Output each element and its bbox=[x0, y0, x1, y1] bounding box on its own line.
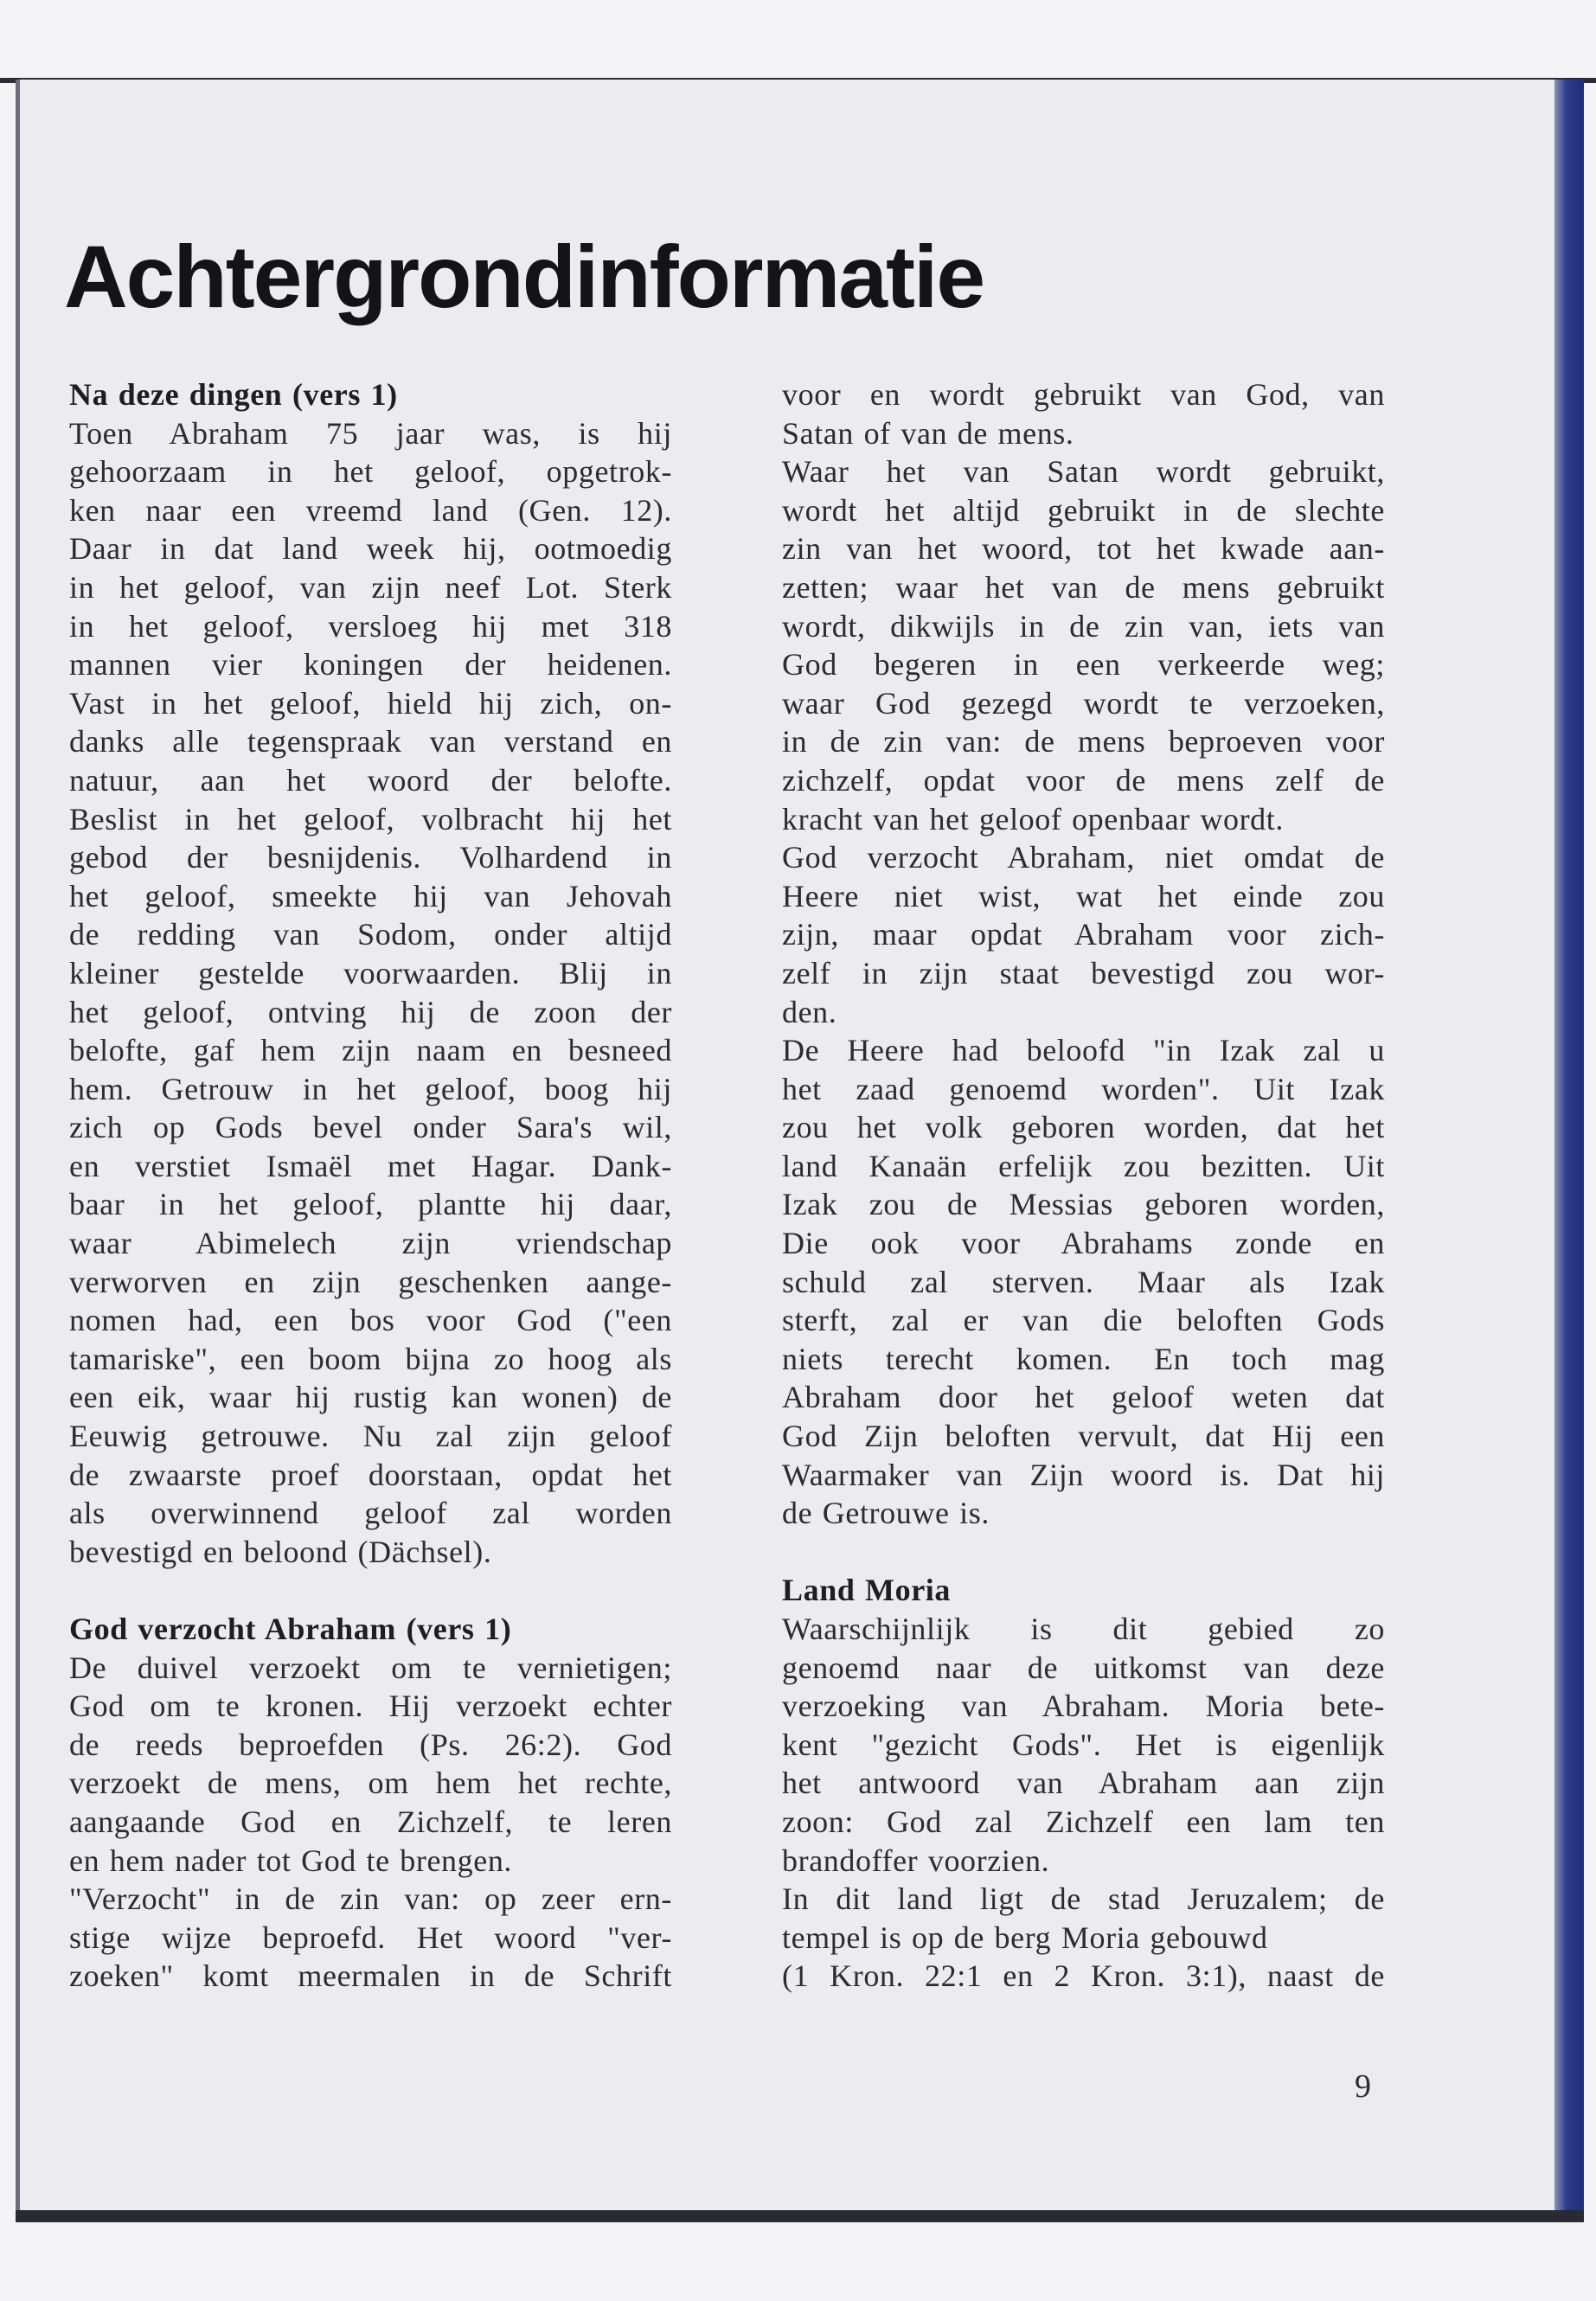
text-line: verzoeking van Abraham. Moria bete- bbox=[782, 1689, 1385, 1724]
text-line: de redding van Sodom, onder altijd bbox=[69, 917, 672, 952]
book-cover-edge bbox=[1554, 80, 1584, 2216]
text-line: Daar in dat land week hij, ootmoedig bbox=[69, 531, 672, 567]
text-line: in het geloof, van zijn neef Lot. Sterk bbox=[69, 569, 672, 605]
text-line: als overwinnend geloof zal worden bbox=[69, 1496, 672, 1531]
text-line: baar in het geloof, plantte hij daar, bbox=[69, 1187, 672, 1222]
text-line: "Verzocht" in de zin van: op zeer ern- bbox=[69, 1881, 672, 1917]
text-line: aangaande God en Zichzelf, te leren bbox=[69, 1804, 672, 1839]
right-column bbox=[782, 375, 1385, 1996]
text-line: God om te kronen. Hij verzoekt echter bbox=[69, 1689, 672, 1724]
text-line: natuur, aan het woord der belofte. bbox=[69, 762, 672, 798]
text-line: sterft, zal er van die beloften Gods bbox=[782, 1303, 1385, 1338]
text-line: wordt het altijd gebruikt in de slechte bbox=[782, 492, 1385, 528]
text-line: gebod der besnijdenis. Volhardend in bbox=[69, 840, 672, 875]
text-line: kent "gezicht Gods". Het is eigenlijk bbox=[782, 1727, 1385, 1762]
text-line: zelf in zijn staat bevestigd zou wor- bbox=[782, 955, 1385, 990]
text-line: genoemd naar de uitkomst van deze bbox=[782, 1650, 1385, 1685]
blank-line bbox=[782, 1533, 1385, 1572]
text-line: de Getrouwe is. bbox=[782, 1496, 990, 1531]
text-line: De duivel verzoekt om te vernietigen; bbox=[69, 1650, 672, 1685]
section-heading: God verzocht Abraham (vers 1) bbox=[69, 1612, 512, 1646]
scan-bottom-border bbox=[16, 2210, 1584, 2222]
text-line: het geloof, ontving hij de zoon der bbox=[69, 994, 672, 1029]
text-line: God Zijn beloften vervult, dat Hij een bbox=[782, 1419, 1385, 1454]
text-line: verworven en zijn geschenken aange- bbox=[69, 1264, 672, 1299]
text-line: Heere niet wist, wat het einde zou bbox=[782, 878, 1385, 913]
text-line: Waarmaker van Zijn woord is. Dat hij bbox=[782, 1457, 1385, 1492]
left-column bbox=[69, 375, 672, 1996]
text-line: kleiner gestelde voorwaarden. Blij in bbox=[69, 955, 672, 990]
text-line: bevestigd en beloond (Dächsel). bbox=[69, 1534, 492, 1569]
text-line: (1 Kron. 22:1 en 2 Kron. 3:1), naast de bbox=[782, 1958, 1385, 1994]
text-line: Izak zou de Messias geboren worden, bbox=[782, 1187, 1385, 1222]
text-line: hem. Getrouw in het geloof, boog hij bbox=[69, 1071, 672, 1106]
text-line: zijn, maar opdat Abraham voor zich- bbox=[782, 917, 1385, 952]
text-line: brandoffer voorzien. bbox=[782, 1843, 1050, 1878]
text-line: mannen vier koningen der heidenen. bbox=[69, 647, 672, 683]
text-line: de reeds beproefden (Ps. 26:2). God bbox=[69, 1727, 672, 1762]
page-title: Achtergrondinformatie bbox=[64, 228, 984, 326]
text-line: een eik, waar hij rustig kan wonen) de bbox=[69, 1380, 672, 1415]
text-line: danks alle tegenspraak van verstand en bbox=[69, 724, 672, 760]
text-line: Waarschijnlijk is dit gebied zo bbox=[782, 1612, 1385, 1646]
text-line: zoeken" komt meermalen in de Schrift bbox=[69, 1958, 672, 1994]
text-line: land Kanaän erfelijk zou bezitten. Uit bbox=[782, 1148, 1385, 1183]
text-line: gehoorzaam in het geloof, opgetrok- bbox=[69, 454, 672, 490]
text-line: en hem nader tot God te brengen. bbox=[69, 1843, 513, 1878]
text-line: Toen Abraham 75 jaar was, is hij bbox=[69, 415, 672, 451]
section-heading: Land Moria bbox=[782, 1573, 952, 1608]
text-line: in het geloof, versloeg hij met 318 bbox=[69, 608, 672, 644]
text-line: tempel is op de berg Moria gebouwd bbox=[782, 1920, 1268, 1955]
section-heading: Na deze dingen (vers 1) bbox=[69, 377, 398, 412]
blank-line bbox=[69, 1571, 672, 1610]
text-line: nomen had, een bos voor God ("een bbox=[69, 1303, 672, 1338]
text-line: niets terecht komen. En toch mag bbox=[782, 1341, 1385, 1376]
scan-left-edge bbox=[16, 80, 20, 2216]
text-line: Satan of van de mens. bbox=[782, 415, 1074, 451]
text-line: stige wijze beproefd. Het woord "ver- bbox=[69, 1920, 672, 1955]
text-line: Die ook voor Abrahams zonde en bbox=[782, 1226, 1385, 1261]
text-line: het antwoord van Abraham aan zijn bbox=[782, 1766, 1385, 1801]
text-line: Waar het van Satan wordt gebruikt, bbox=[782, 454, 1385, 490]
page-number: 9 bbox=[1355, 2068, 1371, 2105]
text-line: zichzelf, opdat voor de mens zelf de bbox=[782, 762, 1385, 798]
text-line: ken naar een vreemd land (Gen. 12). bbox=[69, 492, 672, 528]
text-line: Vast in het geloof, hield hij zich, on- bbox=[69, 685, 672, 721]
text-line: Abraham door het geloof weten dat bbox=[782, 1380, 1385, 1415]
text-line: in de zin van: de mens beproeven voor bbox=[782, 724, 1385, 760]
text-line: waar God gezegd wordt te verzoeken, bbox=[782, 685, 1385, 721]
text-line: het geloof, smeekte hij van Jehovah bbox=[69, 878, 672, 913]
text-line: wordt, dikwijls in de zin van, iets van bbox=[782, 608, 1385, 644]
text-line: schuld zal sterven. Maar als Izak bbox=[782, 1264, 1385, 1299]
text-line: God verzocht Abraham, niet omdat de bbox=[782, 840, 1385, 875]
text-line: Eeuwig getrouwe. Nu zal zijn geloof bbox=[69, 1419, 672, 1454]
text-line: zin van het woord, tot het kwade aan- bbox=[782, 531, 1385, 567]
text-line: zoon: God zal Zichzelf een lam ten bbox=[782, 1804, 1385, 1839]
text-line: tamariske", een boom bijna zo hoog als bbox=[69, 1341, 672, 1376]
text-line: en verstiet Ismaël met Hagar. Dank- bbox=[69, 1148, 672, 1183]
text-line: God begeren in een verkeerde weg; bbox=[782, 647, 1385, 683]
text-line: De Heere had beloofd "in Izak zal u bbox=[782, 1033, 1385, 1068]
text-line: verzoekt de mens, om hem het rechte, bbox=[69, 1766, 672, 1801]
text-line: belofte, gaf hem zijn naam en besneed bbox=[69, 1033, 672, 1068]
text-line: voor en wordt gebruikt van God, van bbox=[782, 377, 1385, 412]
text-line: den. bbox=[782, 994, 837, 1029]
text-line: de zwaarste proef doorstaan, opdat het bbox=[69, 1457, 672, 1492]
text-line: kracht van het geloof openbaar wordt. bbox=[782, 801, 1284, 836]
text-line: zou het volk geboren worden, dat het bbox=[782, 1110, 1385, 1145]
text-line: zich op Gods bevel onder Sara's wil, bbox=[69, 1110, 672, 1145]
text-line: zetten; waar het van de mens gebruikt bbox=[782, 569, 1385, 605]
text-line: het zaad genoemd worden". Uit Izak bbox=[782, 1071, 1385, 1106]
text-line: In dit land ligt de stad Jeruzalem; de bbox=[782, 1881, 1385, 1917]
text-line: waar Abimelech zijn vriendschap bbox=[69, 1226, 672, 1261]
text-line: Beslist in het geloof, volbracht hij het bbox=[69, 801, 672, 836]
